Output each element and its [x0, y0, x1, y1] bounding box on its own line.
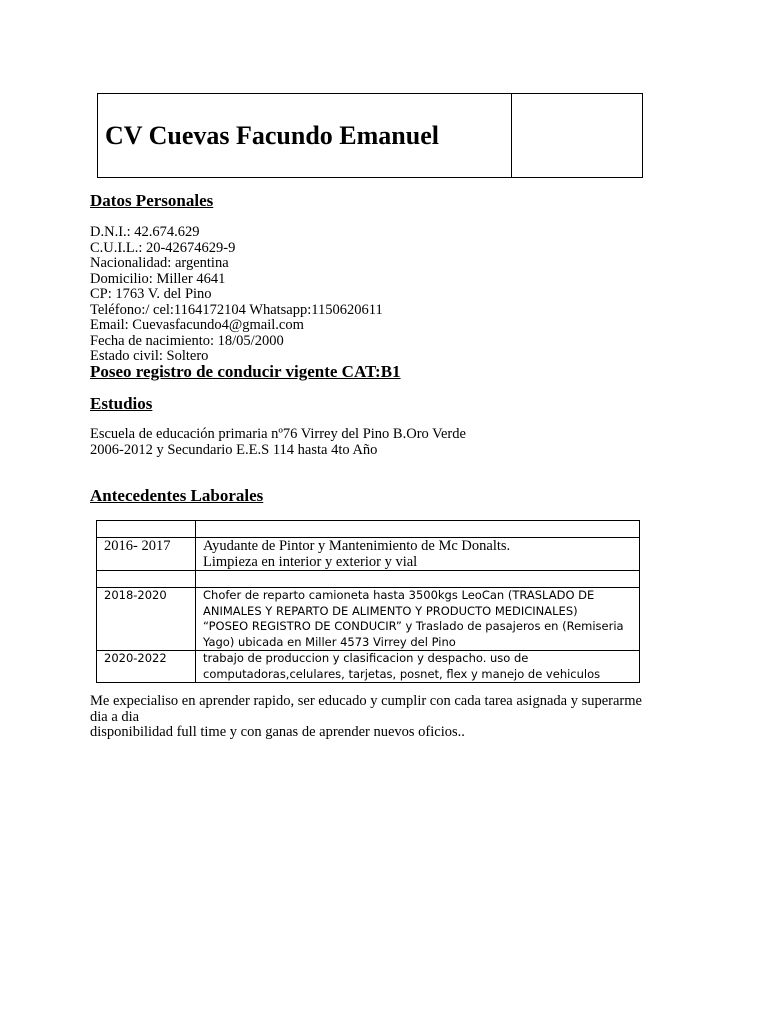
postal-code-line: CP: 1763 V. del Pino [90, 286, 212, 302]
education-line: Escuela de educación primaria nº76 Virrey del Pino B.Oro Verde [90, 426, 466, 442]
work-heading: Antecedentes Laborales [90, 486, 264, 505]
job-line: Limpieza en interior y exterior y vial [203, 554, 418, 570]
job-period: 2016- 2017 [97, 538, 196, 571]
phone-line: Teléfono:/ cel:1164172104 Whatsapp:1150620611 [90, 301, 383, 318]
summary-line: Me expecialiso en aprender rapido, ser educado y cumplir con cada tarea asignada y superarme [90, 693, 642, 709]
table-cell [97, 521, 196, 538]
work-table [96, 520, 640, 683]
table-cell [196, 571, 640, 588]
job-description [196, 538, 640, 571]
table-row [97, 521, 640, 538]
table-cell [196, 521, 640, 538]
table-cell [97, 571, 196, 588]
education-details [90, 427, 466, 458]
summary-line: disponibilidad full time y con ganas de aprender nuevos oficios.. [90, 724, 465, 740]
table-row [97, 651, 640, 683]
job-line: trabajo de produccion y clasificacion y despacho. uso de [203, 651, 529, 665]
education-line: 2006-2012 y Secundario E.E.S 114 hasta 4to Año [90, 441, 378, 458]
table-row [97, 588, 640, 651]
job-description [196, 588, 640, 651]
address-line: Domicilio: Miller 4641 [90, 270, 226, 287]
job-line: Chofer de reparto camioneta hasta 3500kgs LeoCan (TRASLADO DE [203, 588, 595, 602]
license-heading: Poseo registro de conducir vigente CAT:B1 [90, 362, 401, 381]
photo-cell [512, 94, 642, 177]
job-line: ANIMALES Y REPARTO DE ALIMENTO Y PRODUCTO MEDICINALES) [203, 603, 578, 618]
cv-title: CV Cuevas Facundo Emanuel [105, 120, 439, 150]
job-line: Yago) ubicada en Miller 4573 Virrey del Pino [203, 634, 456, 649]
job-period: 2018-2020 [97, 588, 196, 651]
dni-line: D.N.I.: 42.674.629 [90, 224, 200, 240]
title-cell [98, 94, 512, 177]
table-row [97, 571, 640, 588]
email-line: Email: Cuevasfacundo4@gmail.com [90, 317, 304, 333]
education-heading: Estudios [90, 394, 153, 413]
nationality-line: Nacionalidad: argentina [90, 255, 229, 271]
job-line: “POSEO REGISTRO DE CONDUCIR” y Traslado de pasajeros en (Remiseria [203, 619, 624, 633]
cuil-line: C.U.I.L.: 20-42674629-9 [90, 239, 236, 256]
job-line: Ayudante de Pintor y Mantenimiento de Mc Donalts. [203, 538, 511, 554]
job-line: computadoras,celulares, tarjetas, posnet, flex y manejo de vehiculos [203, 666, 601, 681]
job-period: 2020-2022 [97, 651, 196, 683]
table-row [97, 538, 640, 571]
birthdate-line: Fecha de nacimiento: 18/05/2000 [90, 332, 284, 349]
title-box [97, 93, 643, 178]
summary-line: dia a dia [90, 708, 140, 725]
civil-status-line: Estado civil: Soltero [90, 348, 209, 364]
personal-details [90, 225, 383, 365]
summary-paragraph [90, 694, 690, 741]
personal-heading: Datos Personales [90, 191, 214, 210]
job-description [196, 651, 640, 683]
